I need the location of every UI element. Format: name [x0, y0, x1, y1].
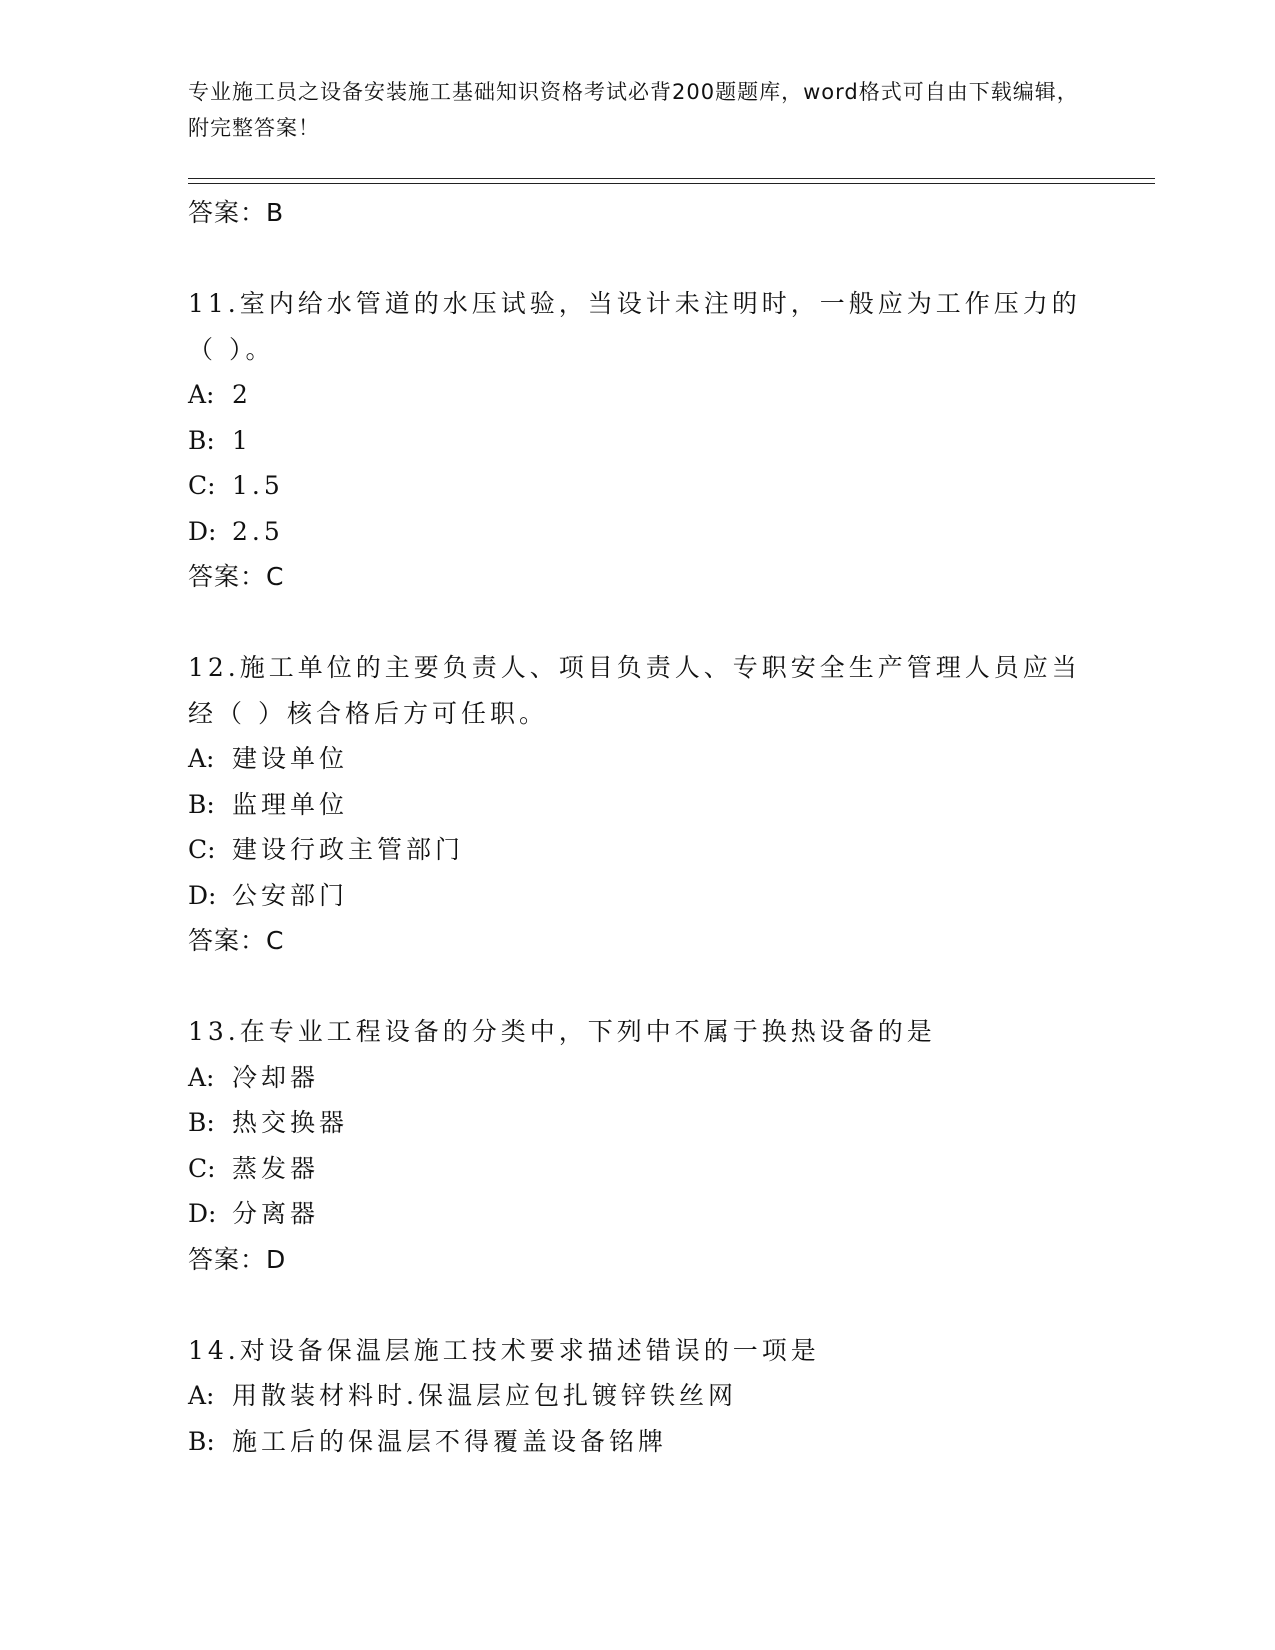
question-11	[188, 281, 1088, 599]
header-divider-top	[188, 178, 1155, 179]
option-text: 分离器	[232, 1199, 320, 1228]
document-header: 专业施工员之设备安装施工基础知识资格考试必背200题题库，word格式可自由下载编辑，附完整答案！	[188, 80, 1079, 140]
option-b	[188, 418, 1088, 464]
option-label: B:	[188, 1426, 215, 1456]
question-text: 11.室内给水管道的水压试验，当设计未注明时，一般应为工作压力的（ ）。	[188, 289, 1081, 364]
option-label: A:	[188, 744, 215, 773]
option-label: D:	[188, 1199, 217, 1228]
question-13	[188, 1009, 1088, 1282]
option-label: D:	[188, 880, 217, 910]
option-text: 公安部门	[232, 880, 349, 910]
option-c	[188, 1146, 1088, 1192]
option-label: B:	[188, 1108, 215, 1137]
option-label: C:	[188, 1153, 216, 1183]
option-text: 施工后的保温层不得覆盖设备铭牌	[232, 1426, 668, 1456]
option-text: 热交换器	[232, 1108, 349, 1137]
option-c	[188, 827, 1088, 873]
option-label: A:	[188, 1062, 215, 1092]
option-text: 建设单位	[232, 744, 349, 773]
option-b	[188, 782, 1088, 828]
option-text: 1	[232, 425, 252, 455]
option-label: B:	[188, 425, 215, 455]
question-text: 14.对设备保温层施工技术要求描述错误的一项是	[188, 1335, 820, 1365]
header-divider-bottom	[188, 183, 1155, 184]
option-label: D:	[188, 516, 217, 546]
answer-line: 答案：C	[188, 562, 285, 591]
option-label: A:	[188, 1381, 215, 1410]
question-text: 12.施工单位的主要负责人、项目负责人、专职安全生产管理人员应当经（ ）核合格后方可任职。	[188, 653, 1081, 728]
answer-line: 答案：C	[188, 926, 285, 955]
option-text: 用散装材料时.保温层应包扎镀锌铁丝网	[232, 1381, 737, 1410]
option-text: 1.5	[232, 471, 284, 500]
option-a	[188, 736, 1088, 782]
option-d	[188, 1191, 1088, 1237]
option-b	[188, 1419, 1088, 1465]
option-label: B:	[188, 789, 215, 819]
option-label: C:	[188, 471, 216, 500]
option-text: 2.5	[232, 516, 284, 546]
option-a	[188, 1055, 1088, 1101]
option-label: A:	[188, 380, 215, 409]
option-d	[188, 509, 1088, 555]
option-a	[188, 372, 1088, 418]
question-text: 13.在专业工程设备的分类中，下列中不属于换热设备的是	[188, 1017, 936, 1046]
question-12	[188, 645, 1088, 963]
question-14	[188, 1328, 1088, 1465]
option-text: 冷却器	[232, 1062, 320, 1092]
option-label: C:	[188, 835, 216, 864]
option-c	[188, 463, 1088, 509]
answer-line: 答案：B	[188, 198, 285, 227]
answer-line: 答案：D	[188, 1244, 287, 1274]
option-text: 建设行政主管部门	[232, 835, 465, 864]
option-b	[188, 1100, 1088, 1146]
option-text: 蒸发器	[232, 1153, 320, 1183]
option-d	[188, 873, 1088, 919]
option-text: 2	[232, 380, 252, 409]
option-text: 监理单位	[232, 789, 349, 819]
question-list	[188, 190, 1088, 1464]
option-a	[188, 1373, 1088, 1419]
